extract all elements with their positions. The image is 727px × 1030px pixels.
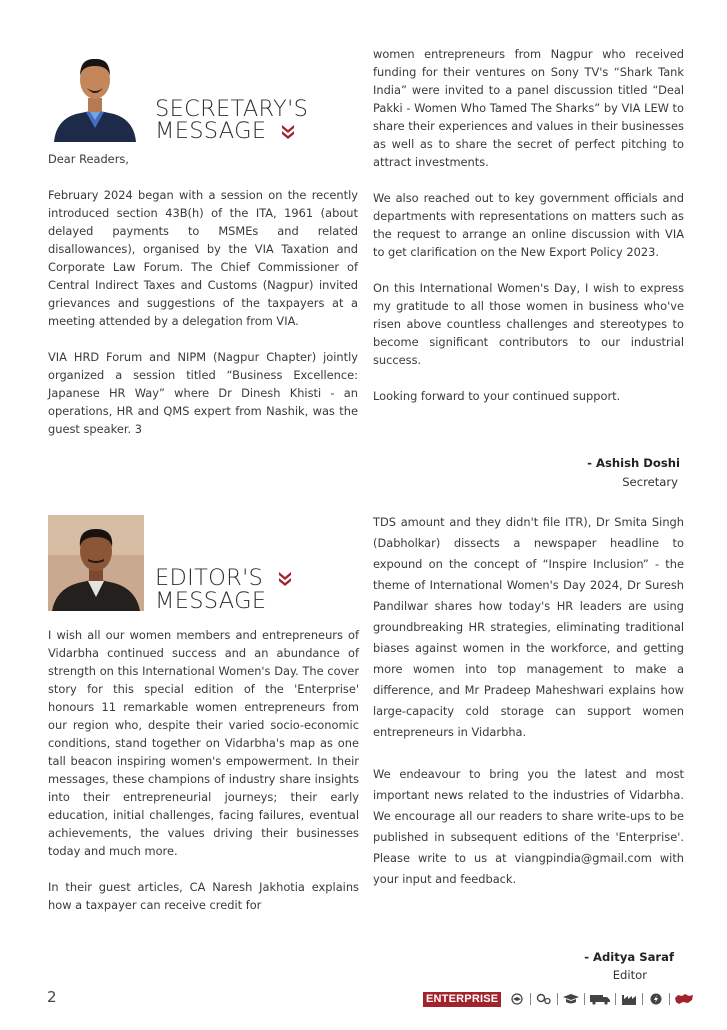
footer-separator — [557, 993, 558, 1005]
secretary-paragraph: Looking forward to your continued support. — [373, 389, 621, 403]
lightning-icon — [647, 992, 665, 1007]
secretary-column-1 — [48, 150, 358, 438]
secretary-heading-line2-wrap — [155, 120, 308, 143]
footer-separator — [642, 993, 643, 1005]
map-icon — [674, 992, 694, 1007]
factory-icon — [620, 992, 638, 1007]
editor-photo — [48, 515, 144, 611]
secretary-paragraph: February 2024 began with a session on the recently introduced section 43B(h) of the ITA, 1961 (about delayed payments to MSMEs and related disallowances), organised by the VIA Taxation and Corporate Law Forum. The Chief Commissioner of Central Indirect Taxes and Customs (Nagpur) invited grievances and suggestions of the taxpayers at a meeting attended by a delegation from VIA. — [48, 188, 358, 328]
secretary-paragraph: We also reached out to key government officials and departments with representations on matters such as the request to arrange an online discussion with VIA to get clarification on the New Export Policy 2023. — [373, 191, 684, 259]
secretary-heading-line2: MESSAGE — [155, 118, 267, 144]
secretary-paragraph: On this International Women's Day, I wish to express my gratitude to all those women in business who've risen above countless challenges and stereotypes to become significant contributors to our industrial success. — [373, 281, 684, 367]
editor-column-2 — [373, 512, 684, 890]
editor-paragraph: In their guest articles, CA Naresh Jakhotia explains how a taxpayer can receive credit for — [48, 880, 359, 912]
footer-separator — [530, 993, 531, 1005]
secretary-column-2 — [373, 45, 684, 405]
chevron-down-icon — [277, 568, 293, 590]
footer-brand-bar — [423, 990, 695, 1008]
editor-signature-role: Editor — [612, 968, 647, 982]
editor-heading-line1-wrap — [155, 567, 293, 590]
footer-icons — [507, 992, 695, 1007]
secretary-signature-name: - Ashish Doshi — [587, 456, 680, 470]
secretary-paragraph: women entrepreneurs from Nagpur who received funding for their ventures on Sony TV's “Shark Tank India” were invited to a panel discussion titled “Deal Pakki - Women Who Tamed The Sharks” by VIA LEW to share their experiences and values in their businesses as well as to share the secret of perfect pitching to attract investments. — [373, 47, 684, 169]
gears-icon — [535, 992, 553, 1007]
graduation-cap-icon — [562, 992, 580, 1007]
editor-heading-line2: MESSAGE — [155, 587, 267, 614]
editor-paragraph: I wish all our women members and entrepreneurs of Vidarbha continued success and an abundance of strength on this International Women's Day. The cover story for this special edition of the 'Enterprise' honours 11 remarkable women entrepreneurs from our region who, despite their varied socio-economic conditions, stand together on Vidarbha's map as one tall beacon inspiring women's empowerment. In their messages, these champions of industry share insights into their entrepreneurial journeys; their early education, initial challenges, facing failures, eventual achievements, the values driving their businesses today and much more. — [48, 628, 359, 858]
secretary-photo — [48, 48, 142, 142]
editor-signature-name: - Aditya Saraf — [584, 950, 674, 964]
secretary-paragraph: VIA HRD Forum and NIPM (Nagpur Chapter) jointly organized a session titled “Business Excellence: Japanese HR Way” where Dr Dinesh Khisti - an operations, HR and QMS expert from Nashik, was the guest speaker. 3 — [48, 350, 358, 436]
editor-paragraph: We endeavour to bring you the latest and most important news related to the industries of Vidarbha. We encourage all our readers to share write-ups to be published in subsequent editions of the 'Enterprise'. Please write to us at viangpindia@gmail.com with your input and feedback. — [373, 767, 684, 886]
editor-heading — [155, 567, 293, 612]
chevron-down-icon — [280, 121, 296, 143]
handshake-icon — [508, 992, 526, 1007]
editor-column-1 — [48, 626, 359, 914]
editor-paragraph: TDS amount and they didn't file ITR), Dr Smita Singh (Dabholkar) dissects a newspaper headline to expound on the concept of “Inspire Inclusion” - the theme of International Women's Day 2024, Dr Suresh Pandilwar shares how today's HR leaders are using groundbreaking HR strategies, eliminating traditional biases against women in the workforce, and getting more women into top management to make a difference, and Mr Pradeep Maheshwari explains how large-capacity cold storage can support women entrepreneurs in Vidarbha. — [373, 515, 684, 739]
footer-separator — [669, 993, 670, 1005]
footer-separator — [584, 993, 585, 1005]
secretary-paragraph: Dear Readers, — [48, 152, 129, 166]
secretary-heading — [155, 98, 308, 143]
footer-separator — [615, 993, 616, 1005]
truck-icon — [589, 992, 611, 1007]
page-number: 2 — [47, 988, 57, 1006]
secretary-signature-role: Secretary — [622, 475, 678, 489]
enterprise-logo: ENTERPRISE — [423, 992, 501, 1007]
secretary-heading-line1: SECRETARY'S — [155, 96, 309, 122]
editor-heading-line1: EDITOR'S — [155, 565, 264, 591]
